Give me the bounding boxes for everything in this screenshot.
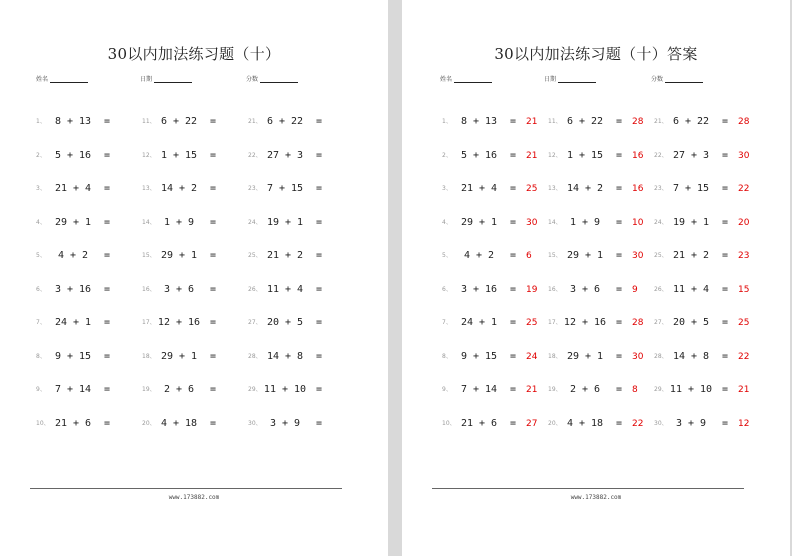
answer-value: 28 xyxy=(632,318,644,328)
equals-sign: = xyxy=(316,250,323,261)
answer-item xyxy=(548,283,654,297)
problem-expression: 20 + 5 xyxy=(672,317,710,328)
problem-number: 17、 xyxy=(548,319,562,326)
equals-sign: = xyxy=(316,183,323,194)
problem-number: 29、 xyxy=(248,386,262,393)
equals-sign: = xyxy=(510,417,517,429)
problem-number: 5、 xyxy=(442,252,452,259)
score-label: 分数 xyxy=(246,76,259,83)
equals-sign: = xyxy=(316,317,323,328)
date-label: 日期 xyxy=(544,76,557,83)
equals-sign: = xyxy=(616,216,623,228)
problem-item xyxy=(248,350,354,364)
answer-item xyxy=(654,417,760,431)
problem-expression: 14 + 8 xyxy=(672,350,710,362)
equals-sign: = xyxy=(510,116,517,127)
problem-item xyxy=(142,182,248,196)
problem-expression: 8 + 13 xyxy=(460,116,498,127)
problem-expression: 11 + 4 xyxy=(672,283,710,295)
problem-expression: 8 + 13 xyxy=(54,116,92,127)
answer-value: 6 xyxy=(526,251,532,261)
problem-number: 26、 xyxy=(248,285,262,293)
problem-expression: 4 + 18 xyxy=(566,417,604,429)
answer-value: 23 xyxy=(738,251,750,261)
answer-item xyxy=(442,316,548,330)
problem-number: 6、 xyxy=(442,285,452,293)
problem-expression: 6 + 22 xyxy=(266,116,304,127)
answer-item xyxy=(654,115,760,129)
problem-item xyxy=(142,115,248,129)
equals-sign: = xyxy=(104,317,111,328)
problem-item xyxy=(36,283,142,297)
equals-sign: = xyxy=(616,317,623,328)
problem-expression: 4 + 2 xyxy=(463,250,495,261)
page-title: 30以内加法练习题（十） xyxy=(107,45,281,63)
equals-sign: = xyxy=(104,350,111,362)
problem-expression: 27 + 3 xyxy=(266,149,304,161)
problem-number: 16、 xyxy=(548,285,562,293)
answer-value: 22 xyxy=(632,418,644,429)
equals-sign: = xyxy=(510,350,517,362)
problem-number: 23、 xyxy=(654,185,668,192)
equals-sign: = xyxy=(722,317,729,328)
footer-url: www.173882.com xyxy=(168,494,220,501)
problem-item xyxy=(142,316,248,330)
answer-item xyxy=(548,350,654,364)
problem-item xyxy=(248,249,354,263)
problem-item xyxy=(142,149,248,163)
problem-number: 22、 xyxy=(654,151,668,159)
equals-sign: = xyxy=(616,250,623,261)
problem-item xyxy=(36,216,142,230)
problem-number: 2、 xyxy=(36,151,46,159)
footer-url: www.173882.com xyxy=(570,494,622,501)
problem-number: 25、 xyxy=(248,252,262,259)
answer-item xyxy=(548,149,654,163)
answer-value: 30 xyxy=(632,351,644,362)
problem-item xyxy=(142,249,248,263)
problem-number: 15、 xyxy=(548,252,562,259)
problem-expression: 3 + 6 xyxy=(569,283,601,295)
problem-number: 8、 xyxy=(36,352,46,360)
problem-expression: 27 + 3 xyxy=(672,149,710,161)
problem-item xyxy=(248,417,354,431)
problem-number: 20、 xyxy=(548,419,562,427)
equals-sign: = xyxy=(210,283,217,295)
problem-expression: 21 + 4 xyxy=(54,183,92,194)
equals-sign: = xyxy=(510,250,517,261)
problem-number: 7、 xyxy=(36,319,46,326)
answer-item xyxy=(654,149,760,163)
problem-expression: 7 + 14 xyxy=(54,384,92,395)
answer-value: 28 xyxy=(738,117,750,127)
problem-grid xyxy=(0,0,388,556)
equals-sign: = xyxy=(722,116,729,127)
name-label: 姓名 xyxy=(440,76,453,83)
answer-item xyxy=(654,249,760,263)
answer-value: 21 xyxy=(526,150,538,161)
problem-number: 19、 xyxy=(548,386,562,393)
answer-value: 15 xyxy=(738,284,750,295)
problem-expression: 20 + 5 xyxy=(266,317,304,328)
problem-item xyxy=(248,316,354,330)
problem-expression: 2 + 6 xyxy=(569,384,601,395)
problem-expression: 5 + 16 xyxy=(54,149,92,161)
problem-number: 16、 xyxy=(142,285,156,293)
problem-item xyxy=(142,417,248,431)
problem-number: 8、 xyxy=(442,352,452,360)
problem-number: 11、 xyxy=(548,118,562,125)
problem-expression: 29 + 1 xyxy=(160,350,198,362)
problem-number: 10、 xyxy=(36,419,50,427)
problem-expression: 21 + 4 xyxy=(460,183,498,194)
equals-sign: = xyxy=(104,216,111,228)
problem-item xyxy=(248,182,354,196)
answer-item xyxy=(442,182,548,196)
answer-value: 25 xyxy=(738,318,750,328)
equals-sign: = xyxy=(616,149,623,161)
problem-expression: 3 + 9 xyxy=(269,417,301,429)
problem-expression: 21 + 6 xyxy=(54,417,92,429)
problem-number: 22、 xyxy=(248,151,262,159)
equals-sign: = xyxy=(510,317,517,328)
equals-sign: = xyxy=(722,216,729,228)
problem-expression: 29 + 1 xyxy=(566,250,604,261)
problem-expression: 1 + 9 xyxy=(163,216,195,228)
equals-sign: = xyxy=(316,350,323,362)
problem-item xyxy=(248,149,354,163)
answer-value: 25 xyxy=(526,184,538,194)
problem-expression: 1 + 9 xyxy=(569,216,601,228)
problem-number: 11、 xyxy=(142,118,156,125)
equals-sign: = xyxy=(316,283,323,295)
answer-value: 12 xyxy=(738,418,750,429)
equals-sign: = xyxy=(722,250,729,261)
problem-number: 13、 xyxy=(142,185,156,192)
equals-sign: = xyxy=(210,183,217,194)
equals-sign: = xyxy=(104,183,111,194)
answer-item xyxy=(442,149,548,163)
problem-item xyxy=(36,350,142,364)
equals-sign: = xyxy=(316,149,323,161)
problem-number: 9、 xyxy=(36,386,46,393)
equals-sign: = xyxy=(722,183,729,194)
problem-item xyxy=(36,149,142,163)
problem-expression: 24 + 1 xyxy=(54,317,92,328)
answer-value: 21 xyxy=(526,385,538,395)
problem-expression: 7 + 15 xyxy=(672,183,710,194)
equals-sign: = xyxy=(210,116,217,127)
problem-number: 1、 xyxy=(442,118,452,125)
equals-sign: = xyxy=(210,384,217,395)
problem-expression: 14 + 2 xyxy=(566,183,604,194)
problem-number: 26、 xyxy=(654,285,668,293)
answer-value: 8 xyxy=(632,385,638,395)
problem-expression: 6 + 22 xyxy=(160,116,198,127)
problem-number: 14、 xyxy=(142,218,156,226)
answer-item xyxy=(442,417,548,431)
equals-sign: = xyxy=(104,116,111,127)
equals-sign: = xyxy=(510,216,517,228)
problem-item xyxy=(36,249,142,263)
answer-value: 16 xyxy=(632,184,644,194)
problem-expression: 29 + 1 xyxy=(160,250,198,261)
problem-item xyxy=(36,115,142,129)
answer-page xyxy=(402,0,790,556)
answer-value: 30 xyxy=(632,251,644,261)
problem-expression: 6 + 22 xyxy=(672,116,710,127)
problem-expression: 7 + 15 xyxy=(266,183,304,194)
problem-expression: 11 + 10 xyxy=(263,384,307,395)
equals-sign: = xyxy=(616,116,623,127)
problem-number: 7、 xyxy=(442,319,452,326)
answer-value: 30 xyxy=(526,217,538,228)
problem-number: 17、 xyxy=(142,319,156,326)
equals-sign: = xyxy=(510,183,517,194)
answer-value: 22 xyxy=(738,351,750,362)
problem-expression: 12 + 16 xyxy=(157,317,201,328)
equals-sign: = xyxy=(210,216,217,228)
answer-value: 27 xyxy=(526,418,538,429)
problem-number: 12、 xyxy=(142,151,156,159)
answer-value: 19 xyxy=(526,284,538,295)
problem-item xyxy=(36,417,142,431)
answer-item xyxy=(654,283,760,297)
problem-number: 29、 xyxy=(654,386,668,393)
problem-expression: 3 + 16 xyxy=(54,283,92,295)
answer-item xyxy=(548,316,654,330)
answer-item xyxy=(548,417,654,431)
problem-number: 4、 xyxy=(36,218,46,226)
equals-sign: = xyxy=(722,350,729,362)
problem-number: 30、 xyxy=(654,419,668,427)
equals-sign: = xyxy=(316,116,323,127)
answer-value: 16 xyxy=(632,150,644,161)
problem-item xyxy=(36,316,142,330)
problem-number: 3、 xyxy=(442,185,452,192)
answer-grid xyxy=(402,0,790,556)
problem-expression: 12 + 16 xyxy=(563,317,607,328)
answer-value: 24 xyxy=(526,351,538,362)
problem-expression: 29 + 1 xyxy=(54,216,92,228)
answer-value: 22 xyxy=(738,184,750,194)
equals-sign: = xyxy=(722,384,729,395)
answer-value: 28 xyxy=(632,117,644,127)
equals-sign: = xyxy=(210,350,217,362)
equals-sign: = xyxy=(104,417,111,429)
answer-item xyxy=(442,350,548,364)
worksheet-page xyxy=(0,0,388,556)
equals-sign: = xyxy=(616,283,623,295)
equals-sign: = xyxy=(616,384,623,395)
problem-number: 28、 xyxy=(654,352,668,360)
answer-value: 21 xyxy=(738,385,750,395)
answer-value: 20 xyxy=(738,217,750,228)
problem-number: 5、 xyxy=(36,252,46,259)
equals-sign: = xyxy=(210,417,217,429)
answer-item xyxy=(654,182,760,196)
score-label: 分数 xyxy=(651,76,664,83)
equals-sign: = xyxy=(104,250,111,261)
equals-sign: = xyxy=(316,384,323,395)
equals-sign: = xyxy=(104,149,111,161)
equals-sign: = xyxy=(722,417,729,429)
problem-expression: 3 + 9 xyxy=(675,417,707,429)
equals-sign: = xyxy=(510,149,517,161)
answer-item xyxy=(548,216,654,230)
answer-value: 9 xyxy=(632,284,638,295)
equals-sign: = xyxy=(316,417,323,429)
problem-number: 2、 xyxy=(442,151,452,159)
problem-item xyxy=(248,216,354,230)
problem-expression: 4 + 2 xyxy=(57,250,89,261)
problem-number: 23、 xyxy=(248,185,262,192)
problem-number: 10、 xyxy=(442,419,456,427)
name-label: 姓名 xyxy=(36,76,49,83)
equals-sign: = xyxy=(510,283,517,295)
problem-expression: 6 + 22 xyxy=(566,116,604,127)
problem-expression: 21 + 2 xyxy=(672,250,710,261)
answer-item xyxy=(442,283,548,297)
problem-item xyxy=(36,182,142,196)
equals-sign: = xyxy=(722,149,729,161)
problem-expression: 21 + 2 xyxy=(266,250,304,261)
problem-expression: 21 + 6 xyxy=(460,417,498,429)
equals-sign: = xyxy=(210,250,217,261)
problem-number: 24、 xyxy=(248,218,262,226)
equals-sign: = xyxy=(616,183,623,194)
answer-value: 21 xyxy=(526,117,538,127)
problem-expression: 19 + 1 xyxy=(672,216,710,228)
problem-item xyxy=(142,216,248,230)
problem-item xyxy=(142,350,248,364)
problem-expression: 2 + 6 xyxy=(163,384,195,395)
equals-sign: = xyxy=(104,384,111,395)
answer-item xyxy=(548,182,654,196)
answer-item xyxy=(548,115,654,129)
problem-number: 18、 xyxy=(142,352,156,360)
answer-item xyxy=(654,383,760,397)
problem-expression: 9 + 15 xyxy=(54,350,92,362)
problem-number: 1、 xyxy=(36,118,46,125)
problem-number: 27、 xyxy=(654,319,668,326)
problem-expression: 24 + 1 xyxy=(460,317,498,328)
problem-item xyxy=(248,283,354,297)
footer-divider xyxy=(432,488,744,489)
problem-number: 25、 xyxy=(654,252,668,259)
problem-expression: 9 + 15 xyxy=(460,350,498,362)
equals-sign: = xyxy=(210,149,217,161)
problem-expression: 3 + 6 xyxy=(163,283,195,295)
problem-item xyxy=(248,383,354,397)
problem-expression: 1 + 15 xyxy=(160,149,198,161)
problem-number: 13、 xyxy=(548,185,562,192)
problem-expression: 7 + 14 xyxy=(460,384,498,395)
problem-expression: 5 + 16 xyxy=(460,149,498,161)
problem-expression: 19 + 1 xyxy=(266,216,304,228)
problem-number: 9、 xyxy=(442,386,452,393)
answer-item xyxy=(654,216,760,230)
problem-item xyxy=(142,383,248,397)
problem-number: 19、 xyxy=(142,386,156,393)
answer-item xyxy=(548,249,654,263)
problem-number: 21、 xyxy=(248,118,262,125)
equals-sign: = xyxy=(210,317,217,328)
problem-number: 24、 xyxy=(654,218,668,226)
problem-number: 30、 xyxy=(248,419,262,427)
problem-expression: 3 + 16 xyxy=(460,283,498,295)
problem-expression: 11 + 10 xyxy=(669,384,713,395)
problem-number: 27、 xyxy=(248,319,262,326)
equals-sign: = xyxy=(316,216,323,228)
problem-number: 21、 xyxy=(654,118,668,125)
answer-item xyxy=(654,350,760,364)
problem-expression: 4 + 18 xyxy=(160,417,198,429)
problem-number: 6、 xyxy=(36,285,46,293)
answer-value: 30 xyxy=(738,150,750,161)
problem-number: 28、 xyxy=(248,352,262,360)
problem-expression: 11 + 4 xyxy=(266,283,304,295)
equals-sign: = xyxy=(510,384,517,395)
answer-item xyxy=(548,383,654,397)
problem-expression: 1 + 15 xyxy=(566,149,604,161)
equals-sign: = xyxy=(616,417,623,429)
answer-value: 10 xyxy=(632,217,644,228)
date-label: 日期 xyxy=(140,76,153,83)
answer-item xyxy=(442,249,548,263)
problem-item xyxy=(142,283,248,297)
problem-number: 3、 xyxy=(36,185,46,192)
equals-sign: = xyxy=(616,350,623,362)
equals-sign: = xyxy=(722,283,729,295)
problem-expression: 14 + 2 xyxy=(160,183,198,194)
answer-item xyxy=(442,216,548,230)
problem-number: 12、 xyxy=(548,151,562,159)
footer-divider xyxy=(30,488,342,489)
problem-expression: 14 + 8 xyxy=(266,350,304,362)
answer-item xyxy=(442,383,548,397)
problem-number: 4、 xyxy=(442,218,452,226)
problem-item xyxy=(248,115,354,129)
page-title: 30以内加法练习题（十）答案 xyxy=(494,45,698,63)
answer-item xyxy=(442,115,548,129)
answer-value: 25 xyxy=(526,318,538,328)
problem-number: 18、 xyxy=(548,352,562,360)
answer-item xyxy=(654,316,760,330)
problem-number: 20、 xyxy=(142,419,156,427)
problem-item xyxy=(36,383,142,397)
problem-expression: 29 + 1 xyxy=(566,350,604,362)
problem-expression: 29 + 1 xyxy=(460,216,498,228)
problem-number: 14、 xyxy=(548,218,562,226)
problem-number: 15、 xyxy=(142,252,156,259)
equals-sign: = xyxy=(104,283,111,295)
